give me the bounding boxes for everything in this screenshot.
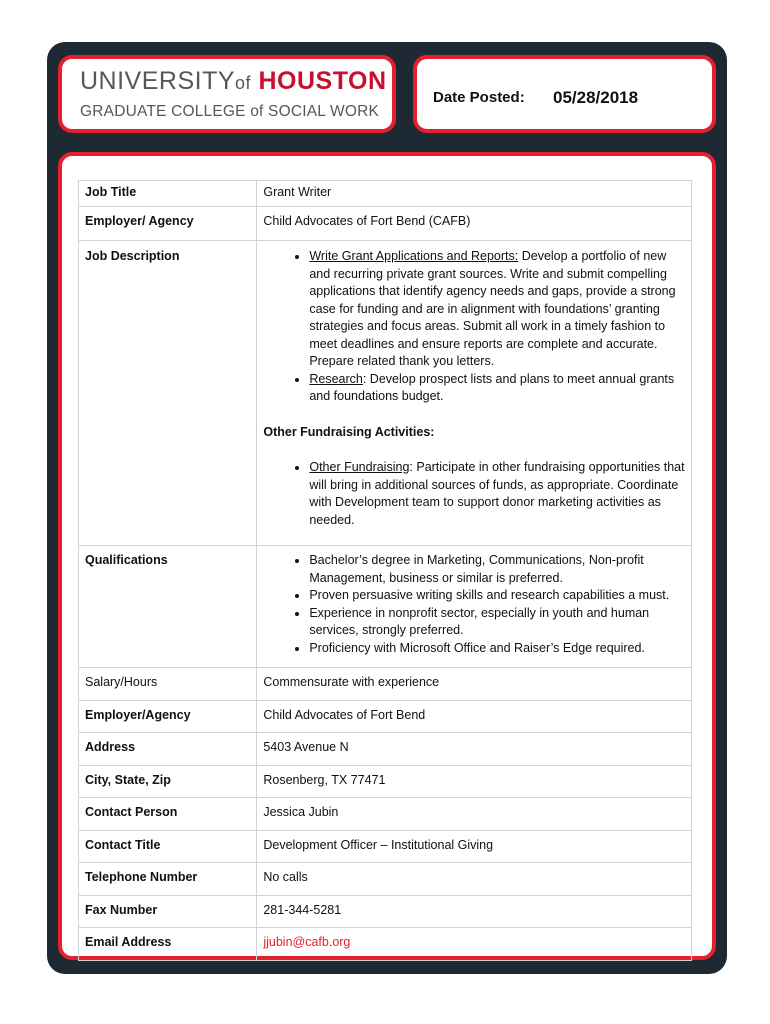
table-row (79, 206, 692, 241)
date-posted-label: Date Posted: (433, 89, 525, 106)
table-row (79, 895, 692, 928)
employer-label: Employer/ Agency (79, 206, 257, 241)
contact-person-label: Contact Person (79, 798, 257, 831)
list-item (309, 248, 685, 371)
job-description-label: Job Description (79, 241, 257, 546)
telephone-label: Telephone Number (79, 863, 257, 896)
employer-value: Child Advocates of Fort Bend (CAFB) (257, 206, 692, 241)
job-title-value: Grant Writer (257, 181, 692, 207)
email-label: Email Address (79, 928, 257, 961)
email-link[interactable]: jjubin@cafb.org (263, 935, 351, 949)
qualifications-label: Qualifications (79, 546, 257, 668)
table-row (79, 798, 692, 831)
other-fundraising-heading: Other Fundraising Activities: (263, 424, 435, 439)
logo-subtitle: GRADUATE COLLEGE of SOCIAL WORK (80, 103, 380, 120)
list-item (309, 459, 685, 529)
employer2-label: Employer/Agency (79, 700, 257, 733)
table-row (79, 181, 692, 207)
list-item: • Proficiency with Microsoft Office and Raiser’s Edge required. (309, 640, 685, 658)
table-row (79, 733, 692, 766)
other-item-text: : Participate in other fundraising opportunities that will bring in additional sources of funds, as appropriate. Coordinate with Development team to support donor marketing activities as needed. (309, 460, 685, 527)
logo-of-text: of (235, 73, 252, 93)
table-row (79, 546, 692, 668)
contact-title-value: Development Officer – Institutional Giving (257, 830, 692, 863)
table-row (79, 668, 692, 701)
contact-person-value: Jessica Jubin (257, 798, 692, 831)
fax-label: Fax Number (79, 895, 257, 928)
table-row (79, 928, 692, 961)
address-value: 5403 Avenue N (257, 733, 692, 766)
list-item: • Experience in nonprofit sector, especially in youth and human services, strongly preferred. (309, 605, 685, 640)
city-state-zip-value: Rosenberg, TX 77471 (257, 765, 692, 798)
email-value (257, 928, 692, 961)
employer2-value: Child Advocates of Fort Bend (257, 700, 692, 733)
table-row (79, 765, 692, 798)
date-posted-value: 05/28/2018 (553, 88, 639, 107)
contact-title-label: Contact Title (79, 830, 257, 863)
table-row (79, 700, 692, 733)
other-item-heading: Other Fundraising (309, 460, 410, 474)
qualifications-value (257, 546, 692, 668)
salary-value: Commensurate with experience (257, 668, 692, 701)
table-row (79, 863, 692, 896)
description-item-text: : Develop prospect lists and plans to meet annual grants and foundations budget. (309, 371, 675, 403)
description-list (263, 248, 685, 406)
list-item: • Proven persuasive writing skills and research capabilities a must. (309, 587, 685, 605)
table-row (79, 241, 692, 546)
city-state-zip-label: City, State, Zip (79, 765, 257, 798)
other-fundraising-list (263, 459, 685, 529)
fax-value: 281-344-5281 (257, 895, 692, 928)
telephone-value: No calls (257, 863, 692, 896)
qualifications-list (263, 552, 685, 657)
description-item-heading: Write Grant Applications and Reports: (309, 249, 519, 263)
logo-university-text: UNIVERSITY (80, 67, 236, 95)
table-row (79, 830, 692, 863)
job-title-label: Job Title (79, 181, 257, 207)
description-item-text: Develop a portfolio of new and recurring private grant sources. Write and submit compelling applications that identify agency needs and gaps, provide a strong case for funding and are in alignment with foundations’ granting strategies and focus areas. Submit all work in a timely fashion to meet deadlines and ensure reports are complete and accurate. Prepare related thank you letters. (309, 249, 676, 368)
salary-label: Salary/Hours (79, 668, 257, 701)
list-item (309, 371, 685, 406)
job-description-value (257, 241, 692, 546)
logo-title (80, 67, 387, 96)
job-details-table (78, 180, 692, 961)
description-item-heading: Research (309, 371, 363, 386)
university-logo (58, 55, 396, 133)
logo-houston-text: HOUSTON (258, 67, 387, 95)
list-item: • Bachelor’s degree in Marketing, Communications, Non-profit Management, business or similar is preferred. (309, 552, 685, 587)
address-label: Address (79, 733, 257, 766)
date-posted-box (413, 55, 716, 133)
